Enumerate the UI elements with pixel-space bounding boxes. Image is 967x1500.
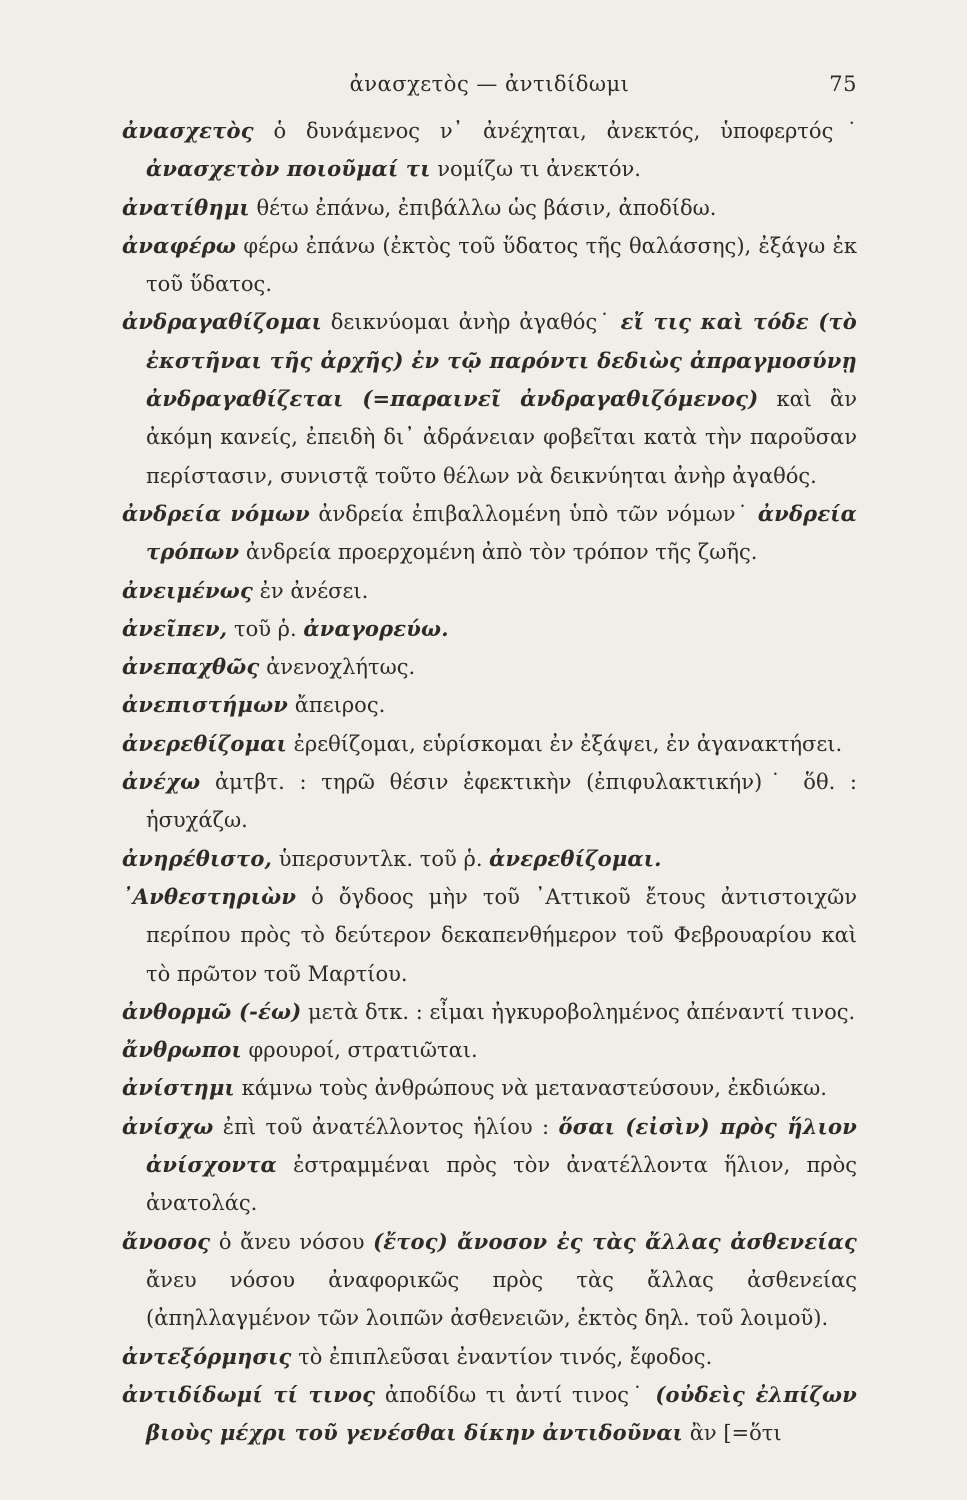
citation: (ἔτος) ἄνοσον ἐς τὰς ἄλλας ἀσθενείας — [373, 1228, 857, 1254]
glossary-entry — [122, 227, 857, 304]
glossary-entry — [122, 840, 857, 878]
headword: ἀντεξόρμησις — [122, 1343, 292, 1369]
headword: ἀνίσχω — [122, 1113, 214, 1139]
definition-text: δεικνύομαι ἀνὴρ ἀγαθός˙ — [322, 310, 621, 335]
citation: ἀναγορεύω. — [303, 615, 449, 641]
definition-text: ὑπερσυντλκ. τοῦ ῥ. — [272, 846, 490, 871]
headword: ἀντιδίδωμί τί τινος — [122, 1381, 376, 1407]
glossary-entry — [122, 572, 857, 610]
glossary-entry — [122, 112, 857, 189]
page-header — [122, 66, 857, 104]
definition-text: ἀμτβτ. : τηρῶ θέσιν ἐφεκτικὴν (ἐπιφυλακτικήν)˙ ὅθ. : ἡσυχάζω. — [146, 770, 857, 833]
glossary-entry — [122, 648, 857, 686]
definition-text: ὁ ἄνευ νόσου — [210, 1229, 374, 1254]
definition-text: ἂν [=ὅτι — [683, 1421, 782, 1446]
definition-text: θέτω ἐπάνω, ἐπιβάλλω ὡς βάσιν, ἀποδίδω. — [249, 195, 717, 220]
definition-text: ἐν ἀνέσει. — [252, 578, 369, 603]
glossary-entry — [122, 686, 857, 724]
definition-text: νομίζω τι ἀνεκτόν. — [430, 157, 641, 182]
definition-text: ἀνδρεία ἐπιβαλλομένη ὑπὸ τῶν νόμων˙ — [309, 501, 758, 526]
glossary-entry — [122, 1031, 857, 1069]
running-head: ἀνασχετὸς — ἀντιδίδωμι — [349, 72, 630, 96]
definition-text: μετὰ δτκ. : εἶμαι ἠγκυροβολημένος ἀπέναντί τινος. — [301, 999, 856, 1024]
definition-text: ἐστραμμέναι πρὸς τὸν ἀνατέλλοντα ἥλιον, πρὸς ἀνατολάς. — [146, 1153, 857, 1216]
headword: ἀνεῖπεν, — [122, 615, 228, 641]
headword: ἀναφέρω — [122, 232, 237, 258]
headword: ἄνοσος — [122, 1228, 211, 1254]
headword: ἀνασχετὸς — [122, 118, 254, 143]
citation: ἀνδρεία τρόπων — [146, 500, 858, 565]
headword: ἀνίστημι — [122, 1075, 235, 1101]
glossary-entry — [122, 1338, 857, 1376]
headword: ἀνεπιστήμων — [122, 692, 289, 718]
glossary-entry — [122, 993, 857, 1031]
glossary-entry — [122, 763, 857, 840]
definition-text: ἄνευ νόσου ἀναφορικῶς πρὸς τὰς ἄλλας ἀσθενείας (ἀπηλλαγμένον τῶν λοιπῶν ἀσθενειῶν, ἐκτὸς δηλ. τοῦ λοιμοῦ). — [146, 1267, 857, 1331]
citation: ἀνασχετὸν ποιοῦμαί τι — [146, 156, 431, 182]
glossary-entry — [122, 878, 857, 993]
definition-text: φέρω ἐπάνω (ἐκτὸς τοῦ ὕδατος τῆς θαλάσσης), ἐξάγω ἐκ τοῦ ὕδατος. — [146, 233, 857, 297]
definition-text: ἐρεθίζομαι, εὑρίσκομαι ἐν ἐξάψει, ἐν ἀγανακτήσει. — [286, 731, 843, 756]
headword: ἄνθρωποι — [122, 1037, 242, 1063]
headword: ᾽Ανθεστηριὼν — [122, 883, 297, 909]
headword: ἀνηρέθιστο, — [122, 845, 273, 871]
headword: ἀνθορμῶ (-έω) — [122, 998, 302, 1024]
definition-text: τοῦ ῥ. — [227, 616, 304, 641]
definition-text: ἀνενοχλήτως. — [259, 655, 416, 680]
glossary-entry — [122, 303, 857, 494]
definition-text: κάμνω τοὺς ἀνθρώπους νὰ μεταναστεύσουν, ἐκδιώκω. — [234, 1076, 827, 1101]
headword: ἀνεπαχθῶς — [122, 654, 260, 680]
definition-text: ὁ δυνάμενος ν᾽ ἀνέχηται, ἀνεκτός, ὑποφερτός˙ — [253, 119, 857, 143]
page-number: 75 — [829, 72, 857, 96]
glossary-entry — [122, 1376, 857, 1453]
glossary-entry — [122, 725, 857, 763]
headword: ἀνατίθημι — [122, 194, 250, 220]
definition-text: ἀνδρεία προερχομένη ἀπὸ τὸν τρόπον τῆς ζωῆς. — [239, 540, 758, 565]
definition-text: ὁ ὄγδοος μὴν τοῦ ᾽Αττικοῦ ἔτους ἀντιστοιχῶν περίπου πρὸς τὸ δεύτερον δεκαπενθήμερον τοῦ Φεβρουαρίου καὶ τὸ πρῶτον τοῦ Μαρτίου. — [146, 884, 857, 986]
glossary-entry — [122, 1108, 857, 1223]
headword: ἀνειμένως — [122, 577, 253, 603]
definition-text: ἀποδίδω τι ἀντί τινος˙ — [375, 1382, 656, 1407]
headword: ἀνδραγαθίζομαι — [122, 309, 322, 335]
citation: ὅσαι (εἰσὶν) πρὸς ἥλιον ἀνίσχοντα — [146, 1113, 857, 1178]
headword: ἀνδρεία νόμων — [122, 500, 310, 526]
definition-text: ἄπειρος. — [288, 693, 386, 718]
definition-text: τὸ ἐπιπλεῦσαι ἐναντίον τινός, ἔφοδος. — [291, 1344, 713, 1369]
citation: (οὐδεὶς ἐλπίζων βιοὺς μέχρι τοῦ γενέσθαι δίκην ἀντιδοῦναι — [146, 1381, 857, 1446]
glossary-entry — [122, 495, 857, 572]
citation: εἴ τις καὶ τόδε (τὸ ἐκστῆναι τῆς ἀρχῆς) ἐν τῷ παρόντι δεδιὼς ἀπραγμοσύνῃ ἀνδραγαθίζεται (=παραινεῖ ἀνδραγαθιζόμενος) — [146, 309, 857, 412]
glossary-entry — [122, 1069, 857, 1107]
glossary-entries — [122, 112, 857, 1452]
definition-text: καὶ ἂν ἀκόμη κανείς, ἐπειδὴ δι᾽ ἀδράνειαν φοβεῖται κατὰ τὴν παροῦσαν περίστασιν, συνιστᾷ τοῦτο θέλων νὰ δεικνύηται ἀνὴρ ἀγαθός. — [146, 387, 857, 488]
glossary-entry — [122, 1223, 857, 1338]
glossary-entry — [122, 610, 857, 648]
citation: ἀνερεθίζομαι. — [489, 845, 662, 871]
glossary-entry — [122, 189, 857, 227]
definition-text: φρουροί, στρατιῶται. — [241, 1038, 478, 1063]
headword: ἀνερεθίζομαι — [122, 730, 287, 756]
headword: ἀνέχω — [122, 769, 201, 795]
definition-text: ἐπὶ τοῦ ἀνατέλλοντος ἡλίου : — [213, 1114, 559, 1139]
